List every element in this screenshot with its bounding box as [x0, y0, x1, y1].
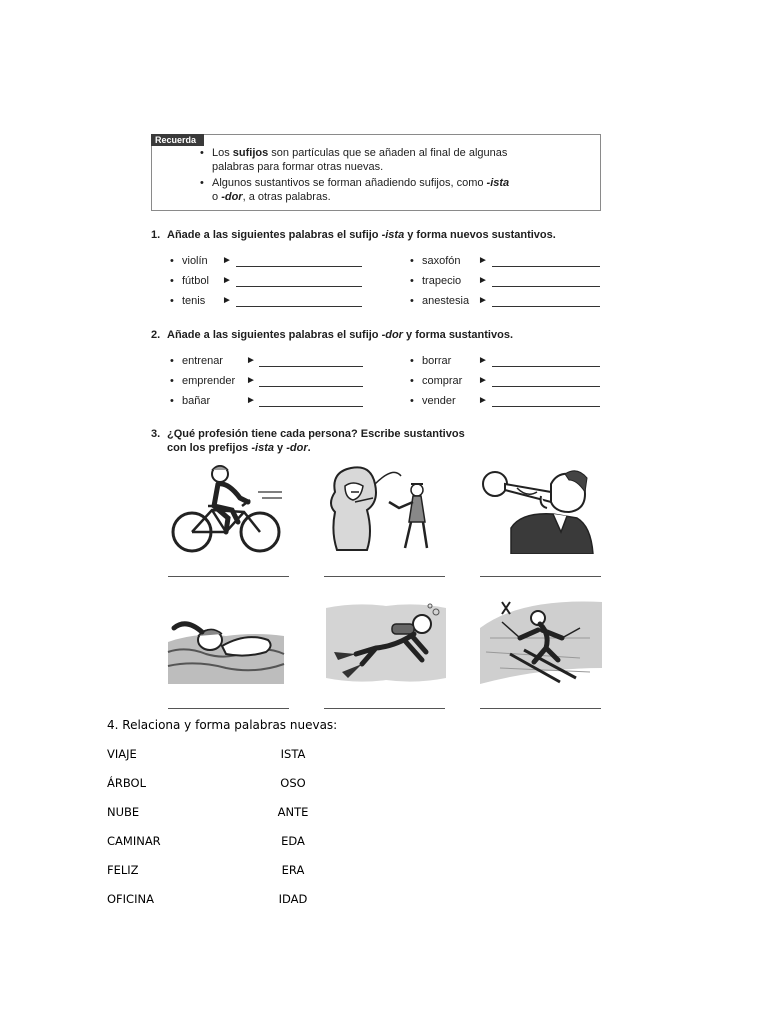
answer-blank[interactable]	[259, 406, 363, 407]
arrow-icon: ►	[478, 355, 488, 366]
arrow-icon: ►	[222, 275, 232, 286]
answer-blank[interactable]	[492, 406, 600, 407]
bullet: •	[170, 395, 174, 407]
answer-line-6[interactable]	[480, 708, 601, 709]
word-label: violín	[182, 255, 208, 267]
arrow-icon: ►	[246, 395, 256, 406]
arrow-icon: ►	[478, 275, 488, 286]
exercise1-left-item-2	[170, 275, 362, 289]
exercise2-right-item-3	[410, 395, 600, 409]
word-label: comprar	[422, 375, 463, 387]
exercise-3-heading-cont: con los prefijos -ista y -dor.	[167, 442, 311, 454]
word-label: entrenar	[182, 355, 223, 367]
exercise-4-word-5[interactable]: FELIZ	[107, 863, 139, 877]
skier-icon	[480, 598, 602, 686]
exercise-4-word-2[interactable]: ÁRBOL	[107, 776, 147, 790]
bullet: •	[410, 295, 414, 307]
arrow-icon: ►	[222, 295, 232, 306]
word-label: anestesia	[422, 295, 470, 307]
answer-blank[interactable]	[492, 266, 600, 267]
exercise-1-heading: 1. Añade a las siguientes palabras el sufijo -ista y forma nuevos sustantivos.	[151, 229, 556, 241]
bullet: •	[170, 295, 174, 307]
word-label: borrar	[422, 355, 452, 367]
exercise-4-suffix-3[interactable]: ANTE	[277, 805, 309, 819]
trumpet-player-icon	[481, 462, 601, 554]
bullet: •	[170, 355, 174, 367]
answer-line-2[interactable]	[324, 576, 445, 577]
arrow-icon: ►	[246, 375, 256, 386]
exercise1-right-item-1	[410, 255, 600, 269]
exercise-2-heading: 2. Añade a las siguientes palabras el sufijo -dor y forma sustantivos.	[151, 329, 514, 341]
arrow-icon: ►	[478, 395, 488, 406]
answer-blank[interactable]	[236, 266, 362, 267]
word-label: tenis	[182, 295, 206, 307]
bullet: •	[410, 275, 414, 287]
arrow-icon: ►	[222, 255, 232, 266]
answer-blank[interactable]	[259, 386, 363, 387]
word-label: fútbol	[182, 275, 209, 287]
exercise2-left-item-2	[170, 375, 363, 389]
answer-blank[interactable]	[492, 306, 600, 307]
exercise2-left-item-1	[170, 355, 363, 369]
exercise-4-suffix-2[interactable]: OSO	[280, 776, 306, 790]
answer-line-5[interactable]	[324, 708, 445, 709]
bullet: •	[410, 395, 414, 407]
exercise1-right-item-3	[410, 295, 600, 309]
answer-line-4[interactable]	[168, 708, 289, 709]
exercise-4-suffix-1[interactable]: ISTA	[280, 747, 306, 761]
lion-tamer-icon	[323, 462, 447, 554]
word-label: bañar	[182, 395, 211, 407]
word-label: emprender	[182, 375, 236, 387]
swimmer-icon	[166, 602, 286, 684]
cyclist-icon	[168, 462, 286, 554]
exercise2-left-item-3	[170, 395, 363, 409]
word-label: saxofón	[422, 255, 461, 267]
arrow-icon: ►	[478, 295, 488, 306]
recuerda-tag: Recuerda	[151, 134, 204, 146]
arrow-icon: ►	[478, 375, 488, 386]
bullet: •	[170, 375, 174, 387]
exercise-4-suffix-6[interactable]: IDAD	[278, 892, 308, 906]
answer-blank[interactable]	[259, 366, 363, 367]
exercise1-left-item-1	[170, 255, 362, 269]
exercise-4-word-6[interactable]: OFICINA	[107, 892, 154, 906]
exercise-4-suffix-4[interactable]: EDA	[281, 834, 305, 848]
arrow-icon: ►	[478, 255, 488, 266]
exercise1-right-item-2	[410, 275, 600, 289]
exercise-4-word-1[interactable]: VIAJE	[107, 747, 137, 761]
bullet: •	[410, 375, 414, 387]
exercise-4-suffix-5[interactable]: ERA	[281, 863, 305, 877]
word-label: trapecio	[422, 275, 462, 287]
answer-line-3[interactable]	[480, 576, 601, 577]
exercise-3-heading: 3. ¿Qué profesión tiene cada persona? Escribe sustantivos	[151, 428, 465, 440]
exercise-4-word-3[interactable]: NUBE	[107, 805, 140, 819]
word-label: vender	[422, 395, 456, 407]
exercise-4-title: 4. Relaciona y forma palabras nuevas:	[107, 718, 338, 732]
answer-blank[interactable]	[492, 386, 600, 387]
answer-blank[interactable]	[492, 286, 600, 287]
exercise2-right-item-2	[410, 375, 600, 389]
arrow-icon: ►	[246, 355, 256, 366]
exercise1-left-item-3	[170, 295, 362, 309]
bullet: •	[410, 255, 414, 267]
answer-line-1[interactable]	[168, 576, 289, 577]
answer-blank[interactable]	[236, 306, 362, 307]
bullet: •	[170, 255, 174, 267]
exercise2-right-item-1	[410, 355, 600, 369]
diver-icon	[326, 602, 446, 684]
exercise-4-word-4[interactable]: CAMINAR	[107, 834, 161, 848]
answer-blank[interactable]	[492, 366, 600, 367]
answer-blank[interactable]	[236, 286, 362, 287]
bullet: •	[170, 275, 174, 287]
bullet: •	[410, 355, 414, 367]
